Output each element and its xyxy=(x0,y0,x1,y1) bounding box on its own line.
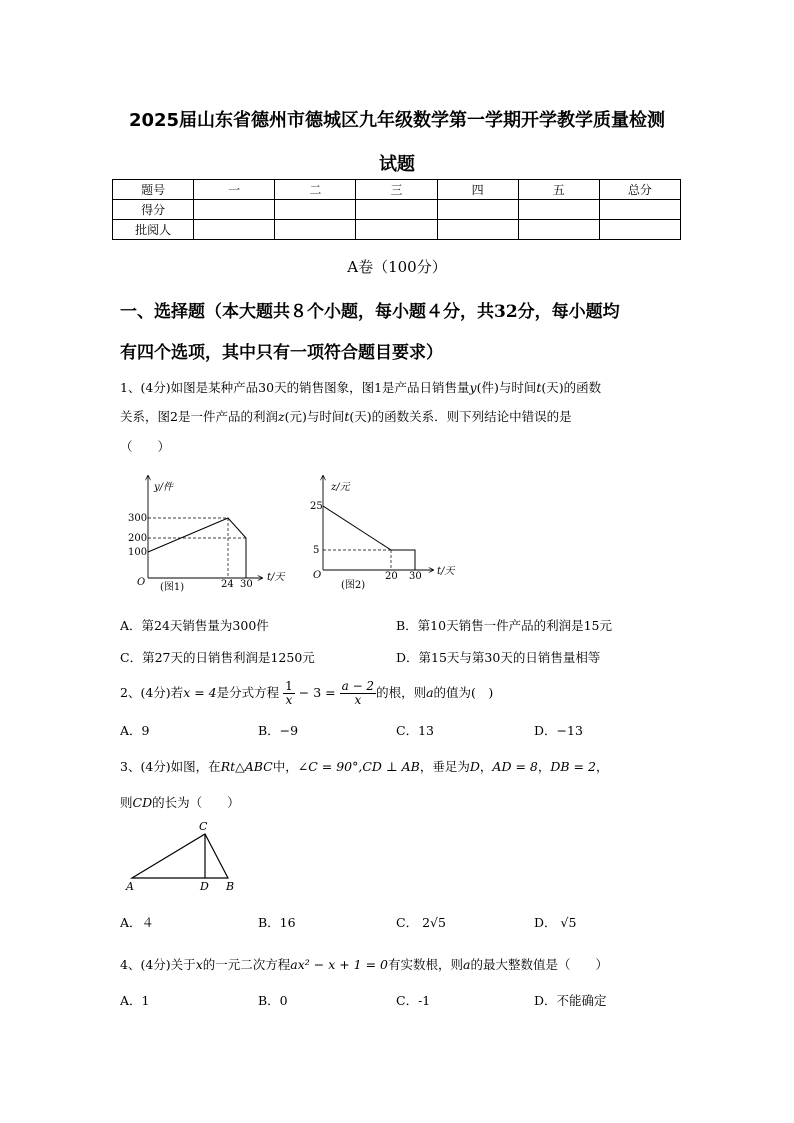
score-table-header xyxy=(113,180,681,200)
section-heading-line-2: 有四个选项，其中只有一项符合题目要求） xyxy=(120,343,443,363)
tick-label: 100 xyxy=(128,547,148,558)
vertex-label: C xyxy=(199,820,208,833)
q1-option-d[interactable]: D．第15天与第30天的日销售量相等 xyxy=(396,650,601,665)
score-table-header-cell: 一 xyxy=(194,180,275,200)
vertex-label: A xyxy=(126,880,134,893)
q4-option-a[interactable]: A．1 xyxy=(120,993,150,1008)
triangle-abc xyxy=(132,834,228,878)
tick-label: 25 xyxy=(310,501,323,512)
fraction-1: $\frac{1}{x}$ xyxy=(285,679,293,707)
title-line-1: 2025届山东省德州市德城区九年级数学第一学期开学教学质量检测 xyxy=(128,110,666,131)
figure-caption: (图2) xyxy=(341,580,366,591)
volume-heading: A卷（100分） xyxy=(347,258,447,276)
score-table-header-cell: 二 xyxy=(275,180,356,200)
question-4: 4、(4分)关于x的一元二次方程ax² − x + 1 = 0有实数根，则a的最大整数值是（ ） xyxy=(120,957,608,972)
tick-label: 20 xyxy=(385,571,398,582)
vertex-label: B xyxy=(226,880,235,893)
origin-label: O xyxy=(313,570,322,581)
figure-1-graph xyxy=(112,470,297,595)
tick-label: 30 xyxy=(240,579,253,590)
tick-label: 24 xyxy=(221,579,234,590)
tick-label: 5 xyxy=(313,545,320,556)
q4-option-c[interactable]: C．-1 xyxy=(396,993,431,1008)
tick-label: 300 xyxy=(128,513,148,524)
profit-line xyxy=(323,506,415,570)
q4-option-d[interactable]: D．不能确定 xyxy=(534,993,607,1008)
q3-option-b[interactable]: B．16 xyxy=(258,915,296,930)
question-2: 2、(4分)若x = 4是分式方程 $\frac{1}{x}$ − 3 = $\frac{a - 2}{x}$ 的根，则a的值为( ) xyxy=(120,679,494,707)
sales-line xyxy=(148,518,246,578)
reviewer-row xyxy=(113,220,681,240)
x-axis-label: t/天 xyxy=(437,566,455,577)
q2-option-a[interactable]: A．9 xyxy=(120,723,150,738)
question-3-line-2: 则CD的长为（ ） xyxy=(120,795,240,810)
tick-label: 30 xyxy=(409,571,422,582)
q3-option-a[interactable]: A．４ xyxy=(120,915,155,930)
question-1-line-1: 1、(4分)如图是某种产品30天的销售图象，图1是产品日销售量y(件)与时间t(天)的函数 xyxy=(120,380,602,395)
figure-caption: (图1) xyxy=(160,582,185,593)
tick-label: 200 xyxy=(128,533,148,544)
q2-option-c[interactable]: C．13 xyxy=(396,723,434,738)
x-axis-label: t/天 xyxy=(267,572,285,583)
score-row xyxy=(113,200,681,220)
fraction-2: $\frac{a - 2}{x}$ xyxy=(341,679,375,707)
score-row-label: 得分 xyxy=(113,200,194,220)
score-table-header-cell: 三 xyxy=(356,180,437,200)
origin-label: O xyxy=(137,577,146,588)
reviewer-row-label: 批阅人 xyxy=(113,220,194,240)
q1-option-a[interactable]: A．第24天销售量为300件 xyxy=(120,618,269,633)
score-table-header-cell: 四 xyxy=(437,180,518,200)
question-1-paren: （ ） xyxy=(120,439,171,454)
q4-option-b[interactable]: B．0 xyxy=(258,993,288,1008)
q1-option-c[interactable]: C．第27天的日销售利润是1250元 xyxy=(120,650,315,665)
q3-option-d[interactable]: D． √5 xyxy=(534,915,577,930)
q2-option-d[interactable]: D．−13 xyxy=(534,723,583,738)
title-line-2: 试题 xyxy=(379,154,415,175)
question-3-line-1: 3、(4分)如图，在Rt△ABC中，∠C = 90°,CD ⊥ AB，垂足为D，AD = 8，DB = 2， xyxy=(120,759,609,774)
triangle-figure xyxy=(118,817,248,895)
score-table xyxy=(112,179,681,240)
score-table-header-cell: 总分 xyxy=(599,180,680,200)
score-table-header-cell: 题号 xyxy=(113,180,194,200)
score-table-header-cell: 五 xyxy=(518,180,599,200)
section-heading-line-1: 一、选择题（本大题共８个小题，每小题４分，共32分，每小题均 xyxy=(120,302,620,322)
figure-2-graph xyxy=(305,470,485,595)
q2-option-b[interactable]: B．−9 xyxy=(258,723,299,738)
y-axis-label: z/元 xyxy=(331,482,350,493)
vertex-label: D xyxy=(200,880,209,893)
q1-option-b[interactable]: B．第10天销售一件产品的利润是15元 xyxy=(396,618,612,633)
q3-option-c[interactable]: C． 2√5 xyxy=(396,915,446,930)
y-axis-label: y/件 xyxy=(154,482,174,493)
question-1-line-2: 关系，图2是一件产品的利润z(元)与时间t(天)的函数关系．则下列结论中错误的是 xyxy=(120,409,572,424)
